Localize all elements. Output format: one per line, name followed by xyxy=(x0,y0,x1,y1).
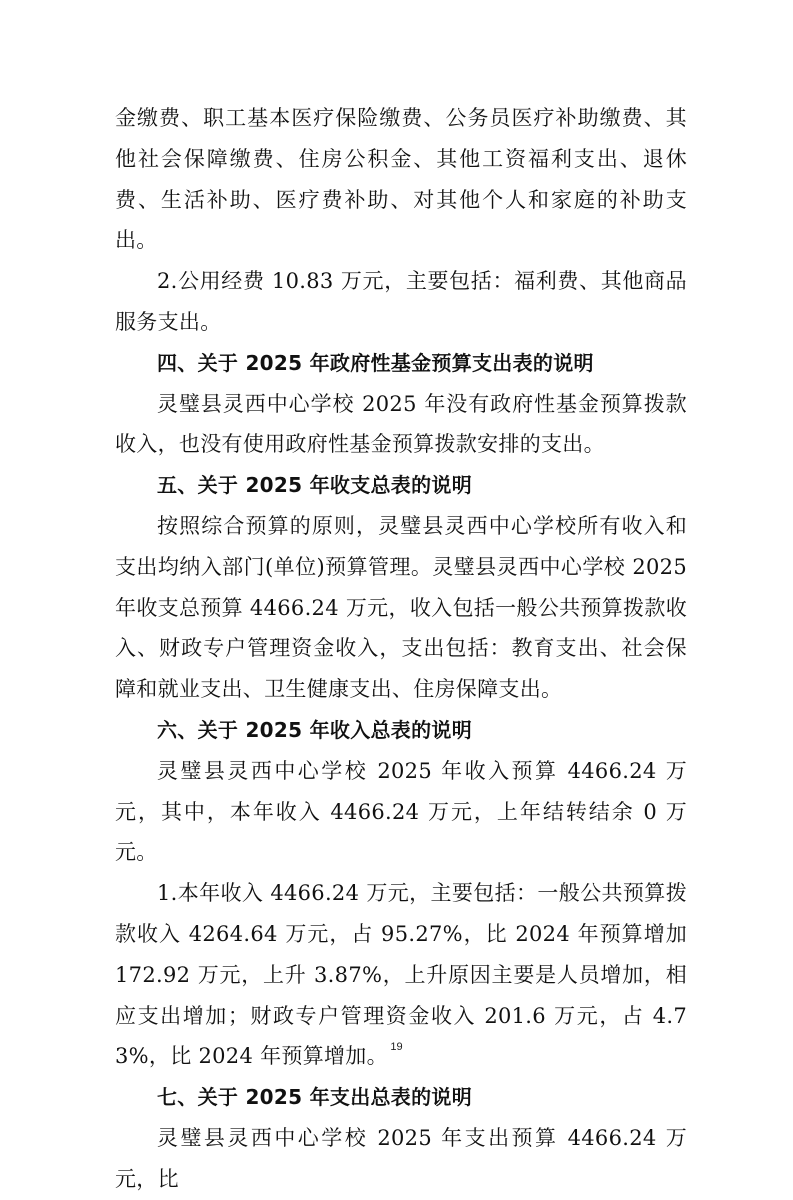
heading-section-7: 七、关于 2025 年支出总表的说明 xyxy=(157,1085,472,1110)
paragraph-public-expenses: 2.公用经费 10.83 万元，主要包括：福利费、其他商品服务支出。 xyxy=(115,269,687,334)
heading-section-5: 五、关于 2025 年收支总表的说明 xyxy=(157,473,472,498)
page-number: 19 xyxy=(390,1041,403,1053)
heading-section-6: 六、关于 2025 年收入总表的说明 xyxy=(157,717,472,742)
document-body xyxy=(115,98,687,1200)
paragraph-pension-contributions: 金缴费、职工基本医疗保险缴费、公务员医疗补助缴费、其他社会保障缴费、住房公积金、其他工资福利支出、退休费、生活补助、医疗费补助、对其他个人和家庭的补助支出。 xyxy=(115,106,687,253)
paragraph-expenditure-total: 灵璧县灵西中心学校 2025 年支出预算 4466.24 万元，比 xyxy=(115,1125,687,1191)
paragraph-income-total: 灵璧县灵西中心学校 2025 年收入预算 4466.24 万元，其中，本年收入 4466.24 万元，上年结转结余 0 万元。 xyxy=(115,758,687,865)
paragraph-budget-summary: 按照综合预算的原则，灵璧县灵西中心学校所有收入和支出均纳入部门(单位)预算管理。灵璧县灵西中心学校 2025 年收支总预算 4466.24 万元，收入包括一般公共预算拨款收入、财政专户管理资金收入，支出包括：教育支出、社会保障和就业支出、卫生健康支出、住房保障支出。 xyxy=(115,513,687,702)
heading-section-4: 四、关于 2025 年政府性基金预算支出表的说明 xyxy=(157,350,594,375)
paragraph-income-detail: 1.本年收入 4466.24 万元，主要包括：一般公共预算拨款收入 4264.64 万元，占 95.27%，比 2024 年预算增加 172.92 万元，上升 3.87%，上升原因主要是人员增加，相应支出增加；财政专户管理资金收入 201.6 万元，占 4.73%，比 2024 年预算增加。 xyxy=(115,881,687,1069)
paragraph-government-fund: 灵璧县灵西中心学校 2025 年没有政府性基金预算拨款收入，也没有使用政府性基金预算拨款安排的支出。 xyxy=(115,391,687,457)
